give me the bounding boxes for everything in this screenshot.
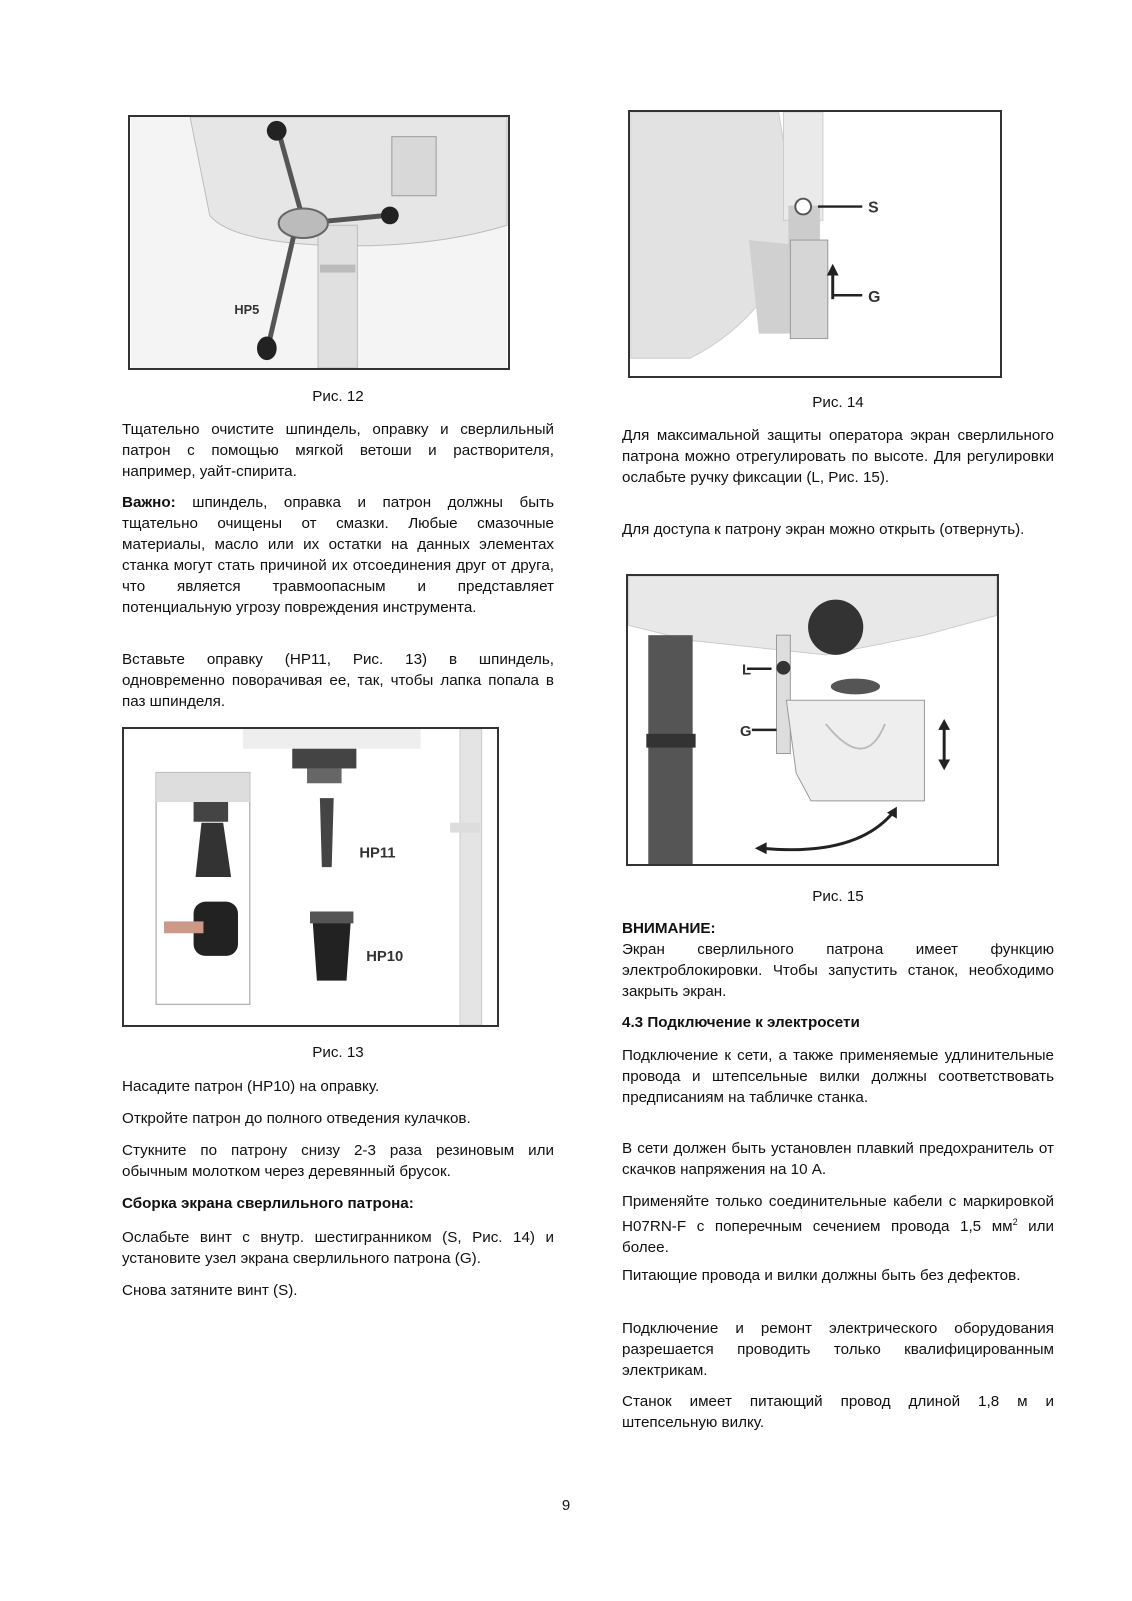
figure-14 — [628, 110, 1002, 378]
attention-title: ВНИМАНИЕ: — [622, 920, 716, 937]
label-hp11: HP11 — [359, 845, 396, 862]
figure-15-drawing — [628, 576, 997, 864]
paragraph-no-defects: Питающие провода и вилки должны быть без дефектов. — [622, 1267, 1021, 1284]
figure-12-caption: Рис. 12 — [312, 388, 364, 405]
paragraph-power-cord: Станок имеет питающий провод длиной 1,8 м и штепсельную вилку. — [622, 1393, 1054, 1431]
paragraph-clean-spindle: Тщательно очистите шпиндель, оправку и сверлильный патрон с помощью мягкой ветоши и растворителя, например, уайт-спирита. — [122, 421, 554, 480]
label-g: G — [868, 289, 881, 307]
figure-13-caption: Рис. 13 — [312, 1044, 364, 1061]
heading-electrical-connection: 4.3 Подключение к электросети — [622, 1014, 860, 1031]
figure-14-caption: Рис. 14 — [812, 394, 864, 411]
paragraph-tap-chuck: Стукните по патрону снизу 2-3 раза резиновым или обычным молотком через деревянный брусок. — [122, 1142, 554, 1180]
label-hp5: HP5 — [234, 301, 260, 317]
label-s: S — [868, 199, 879, 217]
figure-12-drawing — [130, 117, 508, 368]
paragraph-important — [122, 492, 554, 618]
label-g-fig15: G — [740, 723, 752, 740]
paragraph-loosen-screw: Ослабьте винт с внутр. шестигранником (S, Рис. 14) и установите узел экрана сверлильного патрона (G). — [122, 1229, 554, 1267]
important-label: Важно: — [122, 494, 176, 511]
paragraph-tighten-screw: Снова затяните винт (S). — [122, 1282, 298, 1299]
cables-superscript: 2 — [1012, 1217, 1018, 1227]
label-l: L — [741, 662, 752, 679]
paragraph-mount-chuck: Насадите патрон (HP10) на оправку. — [122, 1078, 380, 1095]
paragraph-adjust-height: Для максимальной защиты оператора экран сверлильного патрона можно отрегулировать по высоте. Для регулировки ослабьте ручку фиксации (L, Рис. 15). — [622, 427, 1054, 486]
attention-text: Экран сверлильного патрона имеет функцию электроблокировки. Чтобы запустить станок, необходимо закрыть экран. — [622, 941, 1054, 1000]
figure-15 — [626, 574, 999, 866]
figure-13 — [122, 727, 499, 1027]
label-hp10: HP10 — [366, 948, 404, 965]
page-number: 9 — [561, 1497, 571, 1514]
paragraph-insert-arbor: Вставьте оправку (HP11, Рис. 13) в шпиндель, одновременно поворачивая ее, так, чтобы лапка попала в паз шпинделя. — [122, 651, 554, 710]
figure-14-drawing — [630, 112, 1000, 376]
paragraph-open-guard: Для доступа к патрону экран можно открыть (отвернуть). — [622, 521, 1025, 538]
important-text: шпиндель, оправка и патрон должны быть тщательно очищены от смазки. Любые смазочные материалы, масло или их остатки на данных элементах станка могут стать причиной их отсоединения друг от друга, что является травмоопасным и представляет потенциальную угрозу повреждения инструмента. — [122, 494, 554, 616]
heading-guard-assembly: Сборка экрана сверлильного патрона: — [122, 1195, 414, 1212]
paragraph-qualified-electricians: Подключение и ремонт электрического оборудования разрешается проводить только квалифицированным электрикам. — [622, 1320, 1054, 1379]
cables-text: Применяйте только соединительные кабели с маркировкой H07RN-F с поперечным сечением провода 1,5 мм — [622, 1193, 1054, 1236]
figure-12 — [128, 115, 510, 370]
paragraph-cables — [622, 1191, 1054, 1258]
figure-15-caption: Рис. 15 — [812, 888, 864, 905]
paragraph-connection-rules: Подключение к сети, а также применяемые удлинительные провода и штепсельные вилки должны соответствовать предписаниям на табличке станка. — [622, 1047, 1054, 1106]
paragraph-open-chuck: Откройте патрон до полного отведения кулачков. — [122, 1110, 471, 1127]
figure-13-drawing — [124, 729, 497, 1025]
paragraph-fuse: В сети должен быть установлен плавкий предохранитель от скачков напряжения на 10 А. — [622, 1140, 1054, 1178]
cables-text-end: или более. — [622, 1218, 1054, 1257]
